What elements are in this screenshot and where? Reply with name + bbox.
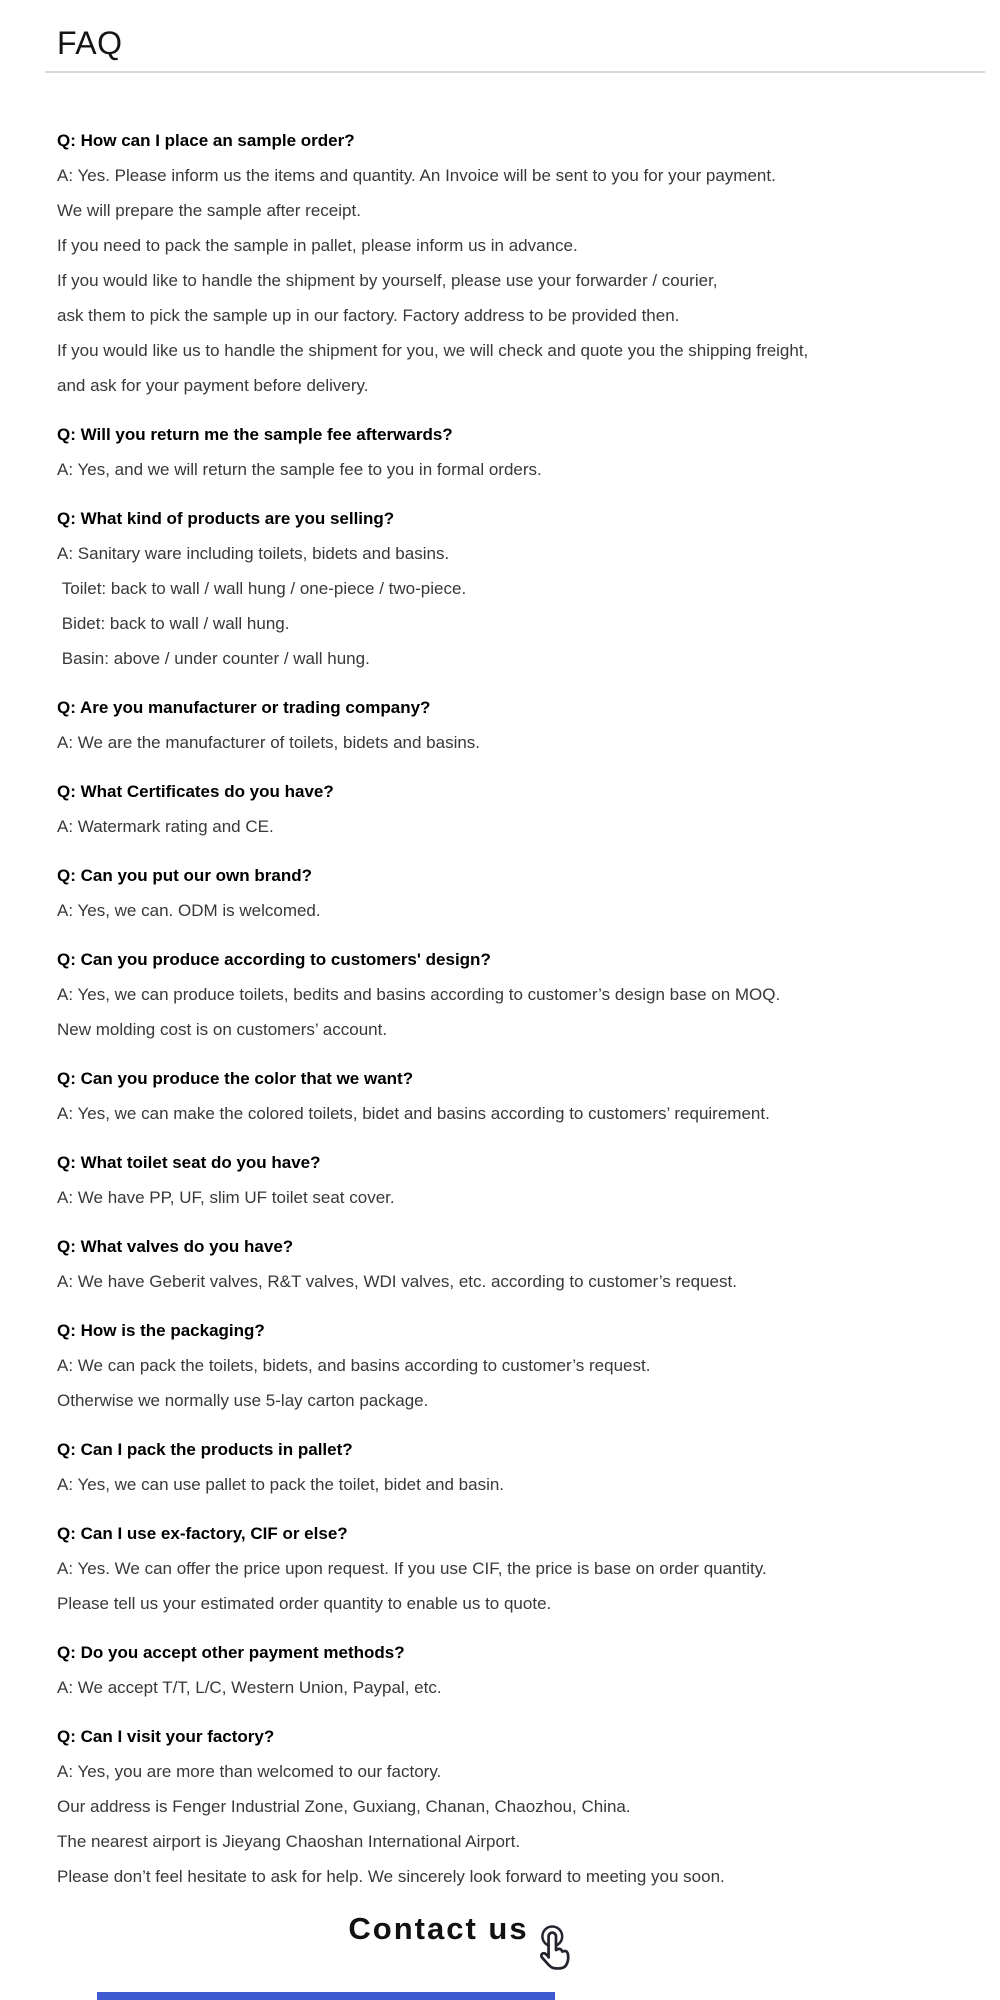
faq-question: Q: Are you manufacturer or trading company? xyxy=(57,698,431,718)
faq-section xyxy=(57,1145,960,1215)
faq-question: Q: Can I visit your factory? xyxy=(57,1727,275,1747)
faq-answer-line: Basin: above / under counter / wall hung. xyxy=(57,649,370,669)
faq-question: Q: What Certificates do you have? xyxy=(57,782,334,802)
faq-answer-line: Please don’t feel hesitate to ask for help. We sincerely look forward to meeting you soon. xyxy=(57,1867,725,1887)
faq-answer-line: Please tell us your estimated order quantity to enable us to quote. xyxy=(57,1594,552,1614)
faq-section xyxy=(57,1313,960,1418)
contact-us-button[interactable] xyxy=(12,1910,915,1976)
faq-section xyxy=(57,1432,960,1502)
contact-us-label: Contact us xyxy=(348,1911,529,1947)
faq-list xyxy=(57,123,960,1894)
faq-question: Q: What toilet seat do you have? xyxy=(57,1153,321,1173)
faq-question: Q: Will you return me the sample fee afterwards? xyxy=(57,425,453,445)
faq-question: Q: Do you accept other payment methods? xyxy=(57,1643,405,1663)
faq-question: Q: Can I use ex-factory, CIF or else? xyxy=(57,1524,348,1544)
page-title: FAQ xyxy=(57,25,123,61)
faq-answer-line: A: Yes, and we will return the sample fee to you in formal orders. xyxy=(57,460,542,480)
faq-answer-line: A: Yes. Please inform us the items and quantity. An Invoice will be sent to you for your payment. xyxy=(57,166,776,186)
faq-answer-line: A: We can pack the toilets, bidets, and basins according to customer’s request. xyxy=(57,1356,651,1376)
faq-answer-line: A: Sanitary ware including toilets, bidets and basins. xyxy=(57,544,450,564)
faq-question: Q: How is the packaging? xyxy=(57,1321,265,1341)
tap-hand-icon xyxy=(533,1924,579,1976)
faq-answer-line: A: We are the manufacturer of toilets, bidets and basins. xyxy=(57,733,481,753)
faq-question: Q: What valves do you have? xyxy=(57,1237,294,1257)
faq-answer-line: Toilet: back to wall / wall hung / one-piece / two-piece. xyxy=(57,579,467,599)
faq-answer-line: A: Yes, we can produce toilets, bedits and basins according to customer’s design base on MOQ. xyxy=(57,985,781,1005)
faq-answer-line: A: Watermark rating and CE. xyxy=(57,817,274,837)
bottom-blue-bar xyxy=(97,1992,555,2000)
faq-section xyxy=(57,1061,960,1131)
faq-answer-line: If you need to pack the sample in pallet, please inform us in advance. xyxy=(57,236,578,256)
faq-answer-line: and ask for your payment before delivery. xyxy=(57,376,369,396)
faq-section xyxy=(57,774,960,844)
faq-question: Q: Can you produce the color that we want? xyxy=(57,1069,414,1089)
faq-answer-line: The nearest airport is Jieyang Chaoshan International Airport. xyxy=(57,1832,521,1852)
faq-answer-line: A: Yes, we can use pallet to pack the toilet, bidet and basin. xyxy=(57,1475,505,1495)
faq-section xyxy=(57,942,960,1047)
header-divider xyxy=(45,71,985,73)
faq-section xyxy=(57,1229,960,1299)
faq-answer-line: ask them to pick the sample up in our factory. Factory address to be provided then. xyxy=(57,306,680,326)
faq-question: Q: How can I place an sample order? xyxy=(57,131,355,151)
faq-answer-line: A: Yes. We can offer the price upon request. If you use CIF, the price is base on order quantity. xyxy=(57,1559,767,1579)
faq-section xyxy=(57,858,960,928)
faq-question: Q: What kind of products are you selling? xyxy=(57,509,395,529)
faq-question: Q: Can you produce according to customers' design? xyxy=(57,950,491,970)
faq-section xyxy=(57,501,960,676)
faq-section xyxy=(57,123,960,403)
faq-answer-line: Our address is Fenger Industrial Zone, Guxiang, Chanan, Chaozhou, China. xyxy=(57,1797,631,1817)
faq-answer-line: A: We accept T/T, L/C, Western Union, Paypal, etc. xyxy=(57,1678,442,1698)
faq-section xyxy=(57,417,960,487)
faq-section xyxy=(57,1635,960,1705)
faq-question: Q: Can you put our own brand? xyxy=(57,866,312,886)
faq-answer-line: A: Yes, we can. ODM is welcomed. xyxy=(57,901,321,921)
faq-answer-line: We will prepare the sample after receipt. xyxy=(57,201,361,221)
faq-answer-line: Bidet: back to wall / wall hung. xyxy=(57,614,290,634)
faq-answer-line: New molding cost is on customers’ account. xyxy=(57,1020,388,1040)
faq-answer-line: If you would like us to handle the shipment for you, we will check and quote you the shipping freight, xyxy=(57,341,809,361)
faq-answer-line: A: Yes, you are more than welcomed to our factory. xyxy=(57,1762,442,1782)
faq-section xyxy=(57,690,960,760)
faq-section xyxy=(57,1516,960,1621)
faq-answer-line: If you would like to handle the shipment by yourself, please use your forwarder / courier, xyxy=(57,271,718,291)
faq-answer-line: A: We have Geberit valves, R&T valves, WDI valves, etc. according to customer’s request. xyxy=(57,1272,737,1292)
faq-answer-line: A: We have PP, UF, slim UF toilet seat cover. xyxy=(57,1188,395,1208)
faq-section xyxy=(57,1719,960,1894)
faq-answer-line: Otherwise we normally use 5-lay carton package. xyxy=(57,1391,429,1411)
faq-answer-line: A: Yes, we can make the colored toilets, bidet and basins according to customers’ requirement. xyxy=(57,1104,770,1124)
faq-question: Q: Can I pack the products in pallet? xyxy=(57,1440,353,1460)
